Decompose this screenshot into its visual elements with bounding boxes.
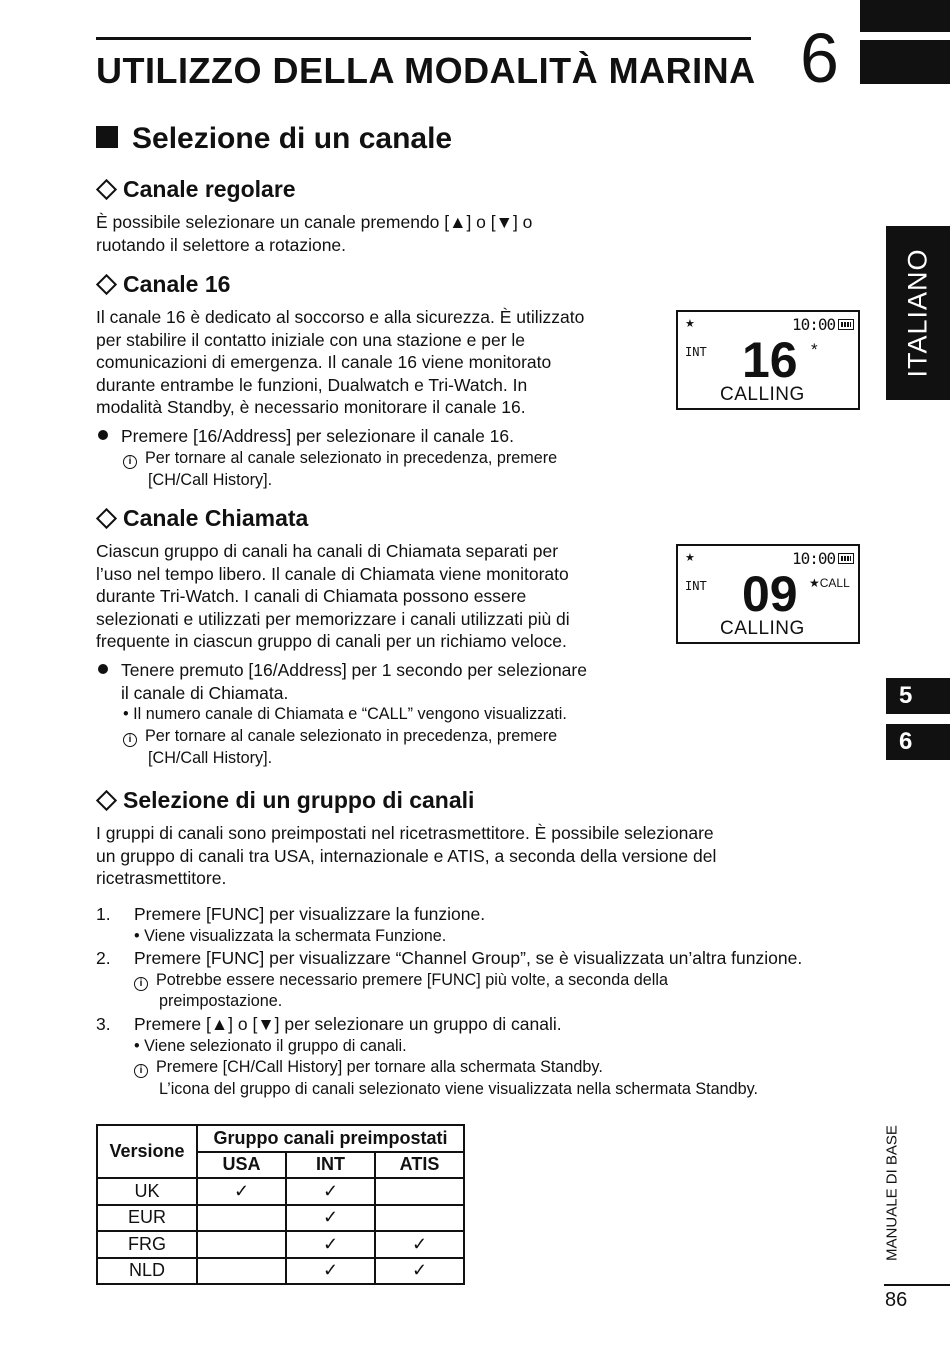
page-number: 86 (885, 1289, 908, 1311)
diamond-icon (96, 790, 117, 811)
subsection-regular-title: Canale regolare (96, 176, 296, 203)
diamond-icon (96, 274, 117, 295)
step-1: 1. Premere [FUNC] per visualizzare la funzione. (96, 904, 486, 924)
call-text (96, 540, 570, 653)
diamond-icon (96, 179, 117, 200)
chapter-marker-top (860, 0, 950, 32)
header-usa: USA (197, 1152, 286, 1179)
info-icon: i (123, 733, 137, 747)
header-atis: ATIS (375, 1152, 464, 1179)
chapter-marker-bottom (860, 40, 950, 84)
subsection-ch16-title: Canale 16 (96, 271, 230, 298)
battery-icon (838, 319, 854, 330)
subsection-group-title: Selezione di un gruppo di canali (96, 787, 474, 814)
text-line: Ciascun gruppo di canali ha canali di Chiamata separati per (96, 541, 559, 561)
chapter-tab-6: 6 (886, 724, 950, 760)
text-line: comunicazioni di emergenza. Il canale 16 viene monitorato (96, 352, 552, 373)
text-line: durante Tri-Watch. I canali di Chiamata possono essere (96, 586, 527, 607)
call-bullet: Tenere premuto [16/Address] per 1 secondo per selezionare il canale di Chiamata. (96, 659, 587, 704)
ch16-bullet: Premere [16/Address] per selezionare il canale 16. (96, 425, 514, 448)
table-row: EUR ✓ (97, 1205, 464, 1232)
display-time: 10:00 (792, 549, 836, 568)
signal-icon: ★ (685, 552, 695, 564)
text-line: durante entrambe le funzioni, Dualwatch e Tri-Watch. In (96, 374, 528, 395)
square-bullet-icon (96, 126, 118, 148)
bullet-dot-icon (98, 664, 108, 674)
info-icon: i (134, 977, 148, 991)
step-note: • Viene selezionato il gruppo di canali. (134, 1036, 407, 1055)
lcd-display-channel-16 (676, 310, 860, 410)
step-info: i Potrebbe essere necessario premere [FUNC] più volte, a seconda della (134, 970, 802, 992)
diamond-icon (96, 508, 117, 529)
chapter-title: UTILIZZO DELLA MODALITÀ MARINA (96, 50, 756, 91)
chapter-tab-5: 5 (886, 678, 950, 714)
bullet-dot-icon (98, 430, 108, 440)
manual-label: MANUALE DI BASE (883, 1124, 901, 1261)
display-band: INT (685, 345, 707, 359)
ch16-info-note: i Per tornare al canale selezionato in precedenza, premere [CH/Call History]. (123, 448, 557, 491)
display-channel: 09 (742, 566, 798, 622)
display-channel: 16 (742, 332, 798, 388)
header-group: Gruppo canali preimpostati (197, 1125, 464, 1152)
table-row: NLD ✓ ✓ (97, 1258, 464, 1285)
table-row: UK ✓ ✓ (97, 1178, 464, 1205)
text-line: modalità Standby, è necessario monitorare il canale 16. (96, 397, 526, 418)
table-row: FRG ✓ ✓ (97, 1231, 464, 1258)
display-time: 10:00 (792, 315, 836, 334)
header-version: Versione (97, 1125, 197, 1178)
chapter-number: 6 (800, 19, 839, 97)
header-rule (96, 37, 751, 40)
display-star: * (811, 340, 818, 359)
info-icon: i (123, 455, 137, 469)
text-line: Il canale 16 è dedicato al soccorso e alla sicurezza. È utilizzato (96, 307, 585, 327)
section-title: Selezione di un canale (96, 122, 452, 156)
text-line: ruotando il selettore a rotazione. (96, 234, 347, 255)
subsection-call-title: Canale Chiamata (96, 505, 308, 532)
display-band: INT (685, 579, 707, 593)
step-info: i Premere [CH/Call History] per tornare alla schermata Standby. (134, 1057, 802, 1079)
footer-rule (884, 1284, 950, 1286)
ch16-text (96, 306, 584, 419)
step-3: 3. Premere [▲] o [▼] per selezionare un gruppo di canali. (96, 1013, 562, 1034)
group-text (96, 822, 716, 890)
text-line: I gruppi di canali sono preimpostati nel ricetrasmettitore. È possibile selezionare (96, 823, 714, 843)
info-icon: i (134, 1064, 148, 1078)
language-tab: ITALIANO (886, 226, 950, 400)
call-info-note: i Per tornare al canale selezionato in precedenza, premere [CH/Call History]. (123, 726, 557, 769)
steps-list: 1. Premere [FUNC] per visualizzare la funzione. • Viene visualizzata la schermata Funzione. 2. Premere [FUNC] per visualizzare “Channel Group”, se è visualizzata un’altra funzione. i Potrebbe essere necessario premere [FUNC] più volte, a seconda della preimpostazione. 3. Premere [▲] o [▼] per selezionare un gruppo di canali. • Viene selezionato il gruppo di canali. i Premere [CH/Call History] per tornare alla schermata Standby. L’icona del gruppo di canali selezionato viene visualizzata nella schermata Standby. (96, 904, 803, 1098)
text-line: l’uso nel tempo libero. Il canale di Chiamata viene monitorato (96, 563, 569, 584)
version-table (96, 1124, 465, 1285)
step-2: 2. Premere [FUNC] per visualizzare “Channel Group”, se è visualizzata un’altra funzione. (96, 948, 803, 969)
battery-icon (838, 553, 854, 564)
text-line: frequente in ciascun gruppo di canali per un richiamo veloce. (96, 631, 567, 652)
signal-icon: ★ (685, 318, 695, 330)
lcd-display-channel-09 (676, 544, 860, 644)
display-call-label: ★CALL (809, 576, 850, 590)
header-int: INT (286, 1152, 375, 1179)
display-mode: CALLING (720, 618, 805, 639)
text-line: un gruppo di canali tra USA, internazionale e ATIS, a seconda della versione del (96, 845, 717, 866)
call-sub-note: • Il numero canale di Chiamata e “CALL” vengono visualizzati. (123, 705, 567, 723)
step-note: • Viene visualizzata la schermata Funzione. (134, 926, 447, 945)
text-line: È possibile selezionare un canale premendo [▲] o [▼] o (96, 212, 533, 232)
regular-text (96, 211, 532, 256)
text-line: selezionati e utilizzati per memorizzare i canali utilizzati più di (96, 608, 570, 629)
display-mode: CALLING (720, 384, 805, 405)
text-line: per stabilire il contatto iniziale con una stazione e per le (96, 329, 525, 350)
text-line: ricetrasmettitore. (96, 868, 227, 889)
